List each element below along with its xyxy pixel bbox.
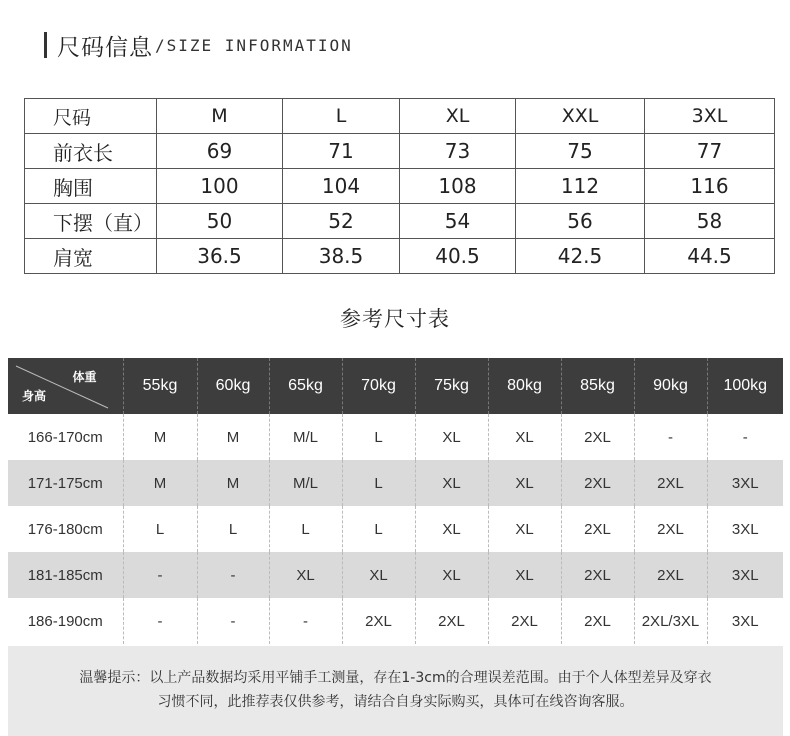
size-column-header: 3XL bbox=[645, 99, 775, 134]
height-cell: 181-185cm bbox=[8, 552, 123, 598]
recommended-size-cell: - bbox=[634, 414, 707, 460]
weight-column-header: 60kg bbox=[197, 358, 269, 414]
section-header bbox=[44, 28, 353, 62]
recommended-size-cell: XL bbox=[488, 460, 561, 506]
size-value-cell: 116 bbox=[645, 169, 775, 204]
recommended-size-cell: XL bbox=[415, 552, 488, 598]
size-table bbox=[24, 98, 775, 274]
size-value-cell: 75 bbox=[516, 134, 645, 169]
recommended-size-cell: 2XL bbox=[561, 460, 634, 506]
recommended-size-cell: L bbox=[342, 460, 415, 506]
recommended-size-cell: L bbox=[342, 414, 415, 460]
size-value-cell: 40.5 bbox=[400, 239, 516, 274]
reference-row bbox=[8, 414, 783, 460]
size-value-cell: 54 bbox=[400, 204, 516, 239]
recommended-size-cell: M bbox=[123, 414, 197, 460]
recommended-size-cell: XL bbox=[488, 552, 561, 598]
recommended-size-cell: XL bbox=[342, 552, 415, 598]
reference-row bbox=[8, 552, 783, 598]
recommended-size-cell: - bbox=[707, 414, 783, 460]
height-label: 身高 bbox=[22, 389, 47, 403]
size-column-header: XL bbox=[400, 99, 516, 134]
header-title-en: /SIZE INFORMATION bbox=[155, 35, 353, 55]
weight-column-header: 55kg bbox=[123, 358, 197, 414]
recommended-size-cell: L bbox=[269, 506, 342, 552]
height-cell: 166-170cm bbox=[8, 414, 123, 460]
size-header-row bbox=[25, 99, 775, 134]
reference-row bbox=[8, 460, 783, 506]
reference-row bbox=[8, 598, 783, 644]
size-row bbox=[25, 204, 775, 239]
recommended-size-cell: L bbox=[342, 506, 415, 552]
weight-column-header: 75kg bbox=[415, 358, 488, 414]
weight-column-header: 65kg bbox=[269, 358, 342, 414]
size-row-label: 下摆（直） bbox=[25, 204, 157, 239]
size-row bbox=[25, 239, 775, 274]
recommended-size-cell: - bbox=[123, 598, 197, 644]
recommended-size-cell: 2XL bbox=[634, 460, 707, 506]
size-value-cell: 56 bbox=[516, 204, 645, 239]
recommended-size-cell: 3XL bbox=[707, 460, 783, 506]
recommended-size-cell: M bbox=[197, 460, 269, 506]
size-column-header: XXL bbox=[516, 99, 645, 134]
recommended-size-cell: - bbox=[123, 552, 197, 598]
size-value-cell: 42.5 bbox=[516, 239, 645, 274]
recommended-size-cell: M/L bbox=[269, 460, 342, 506]
size-value-cell: 36.5 bbox=[157, 239, 283, 274]
size-column-header: M bbox=[157, 99, 283, 134]
reference-row bbox=[8, 506, 783, 552]
recommended-size-cell: L bbox=[123, 506, 197, 552]
weight-column-header: 80kg bbox=[488, 358, 561, 414]
recommended-size-cell: XL bbox=[269, 552, 342, 598]
weight-column-header: 70kg bbox=[342, 358, 415, 414]
reference-table bbox=[8, 358, 783, 644]
recommended-size-cell: 3XL bbox=[707, 598, 783, 644]
size-column-header: L bbox=[283, 99, 400, 134]
recommended-size-cell: M bbox=[123, 460, 197, 506]
size-value-cell: 108 bbox=[400, 169, 516, 204]
tip-line-1: 温馨提示：以上产品数据均采用平铺手工测量，存在1-3cm的合理误差范围。由于个人体型差异及穿衣 bbox=[79, 670, 712, 686]
recommended-size-cell: XL bbox=[415, 414, 488, 460]
tip-line-2: 习惯不同，此推荐表仅供参考，请结合自身实际购买，具体可在线咨询客服。 bbox=[157, 694, 634, 710]
recommended-size-cell: XL bbox=[415, 506, 488, 552]
weight-label: 体重 bbox=[72, 370, 97, 384]
recommended-size-cell: 2XL bbox=[561, 414, 634, 460]
reference-header-row bbox=[8, 358, 783, 414]
height-cell: 186-190cm bbox=[8, 598, 123, 644]
recommended-size-cell: L bbox=[197, 506, 269, 552]
size-value-cell: 112 bbox=[516, 169, 645, 204]
height-cell: 171-175cm bbox=[8, 460, 123, 506]
recommended-size-cell: 2XL bbox=[561, 598, 634, 644]
recommended-size-cell: 3XL bbox=[707, 552, 783, 598]
recommended-size-cell: 2XL bbox=[342, 598, 415, 644]
size-value-cell: 71 bbox=[283, 134, 400, 169]
recommended-size-cell: - bbox=[269, 598, 342, 644]
diagonal-line bbox=[8, 358, 123, 414]
recommended-size-cell: XL bbox=[488, 506, 561, 552]
size-row-label: 前衣长 bbox=[25, 134, 157, 169]
size-row-label: 肩宽 bbox=[25, 239, 157, 274]
size-value-cell: 69 bbox=[157, 134, 283, 169]
recommended-size-cell: M bbox=[197, 414, 269, 460]
recommended-size-cell: - bbox=[197, 598, 269, 644]
size-value-cell: 104 bbox=[283, 169, 400, 204]
recommended-size-cell: 3XL bbox=[707, 506, 783, 552]
size-row-label: 胸围 bbox=[25, 169, 157, 204]
size-value-cell: 52 bbox=[283, 204, 400, 239]
size-value-cell: 50 bbox=[157, 204, 283, 239]
size-corner-label: 尺码 bbox=[25, 99, 157, 134]
recommended-size-cell: XL bbox=[415, 460, 488, 506]
reference-title: 参考尺寸表 bbox=[340, 307, 450, 331]
weight-column-header: 100kg bbox=[707, 358, 783, 414]
recommended-size-cell: 2XL bbox=[561, 506, 634, 552]
size-value-cell: 77 bbox=[645, 134, 775, 169]
recommended-size-cell: 2XL bbox=[634, 506, 707, 552]
size-value-cell: 73 bbox=[400, 134, 516, 169]
size-value-cell: 44.5 bbox=[645, 239, 775, 274]
recommended-size-cell: 2XL bbox=[415, 598, 488, 644]
tip-note bbox=[8, 646, 783, 736]
recommended-size-cell: XL bbox=[488, 414, 561, 460]
size-row bbox=[25, 134, 775, 169]
weight-column-header: 85kg bbox=[561, 358, 634, 414]
recommended-size-cell: M/L bbox=[269, 414, 342, 460]
recommended-size-cell: 2XL bbox=[561, 552, 634, 598]
size-value-cell: 58 bbox=[645, 204, 775, 239]
header-title-cn: 尺码信息 bbox=[57, 34, 153, 61]
weight-column-header: 90kg bbox=[634, 358, 707, 414]
recommended-size-cell: 2XL bbox=[488, 598, 561, 644]
size-value-cell: 38.5 bbox=[283, 239, 400, 274]
recommended-size-cell: 2XL/3XL bbox=[634, 598, 707, 644]
height-cell: 176-180cm bbox=[8, 506, 123, 552]
header-bar bbox=[44, 32, 47, 58]
recommended-size-cell: - bbox=[197, 552, 269, 598]
size-value-cell: 100 bbox=[157, 169, 283, 204]
corner-cell bbox=[8, 358, 123, 414]
recommended-size-cell: 2XL bbox=[634, 552, 707, 598]
size-row bbox=[25, 169, 775, 204]
